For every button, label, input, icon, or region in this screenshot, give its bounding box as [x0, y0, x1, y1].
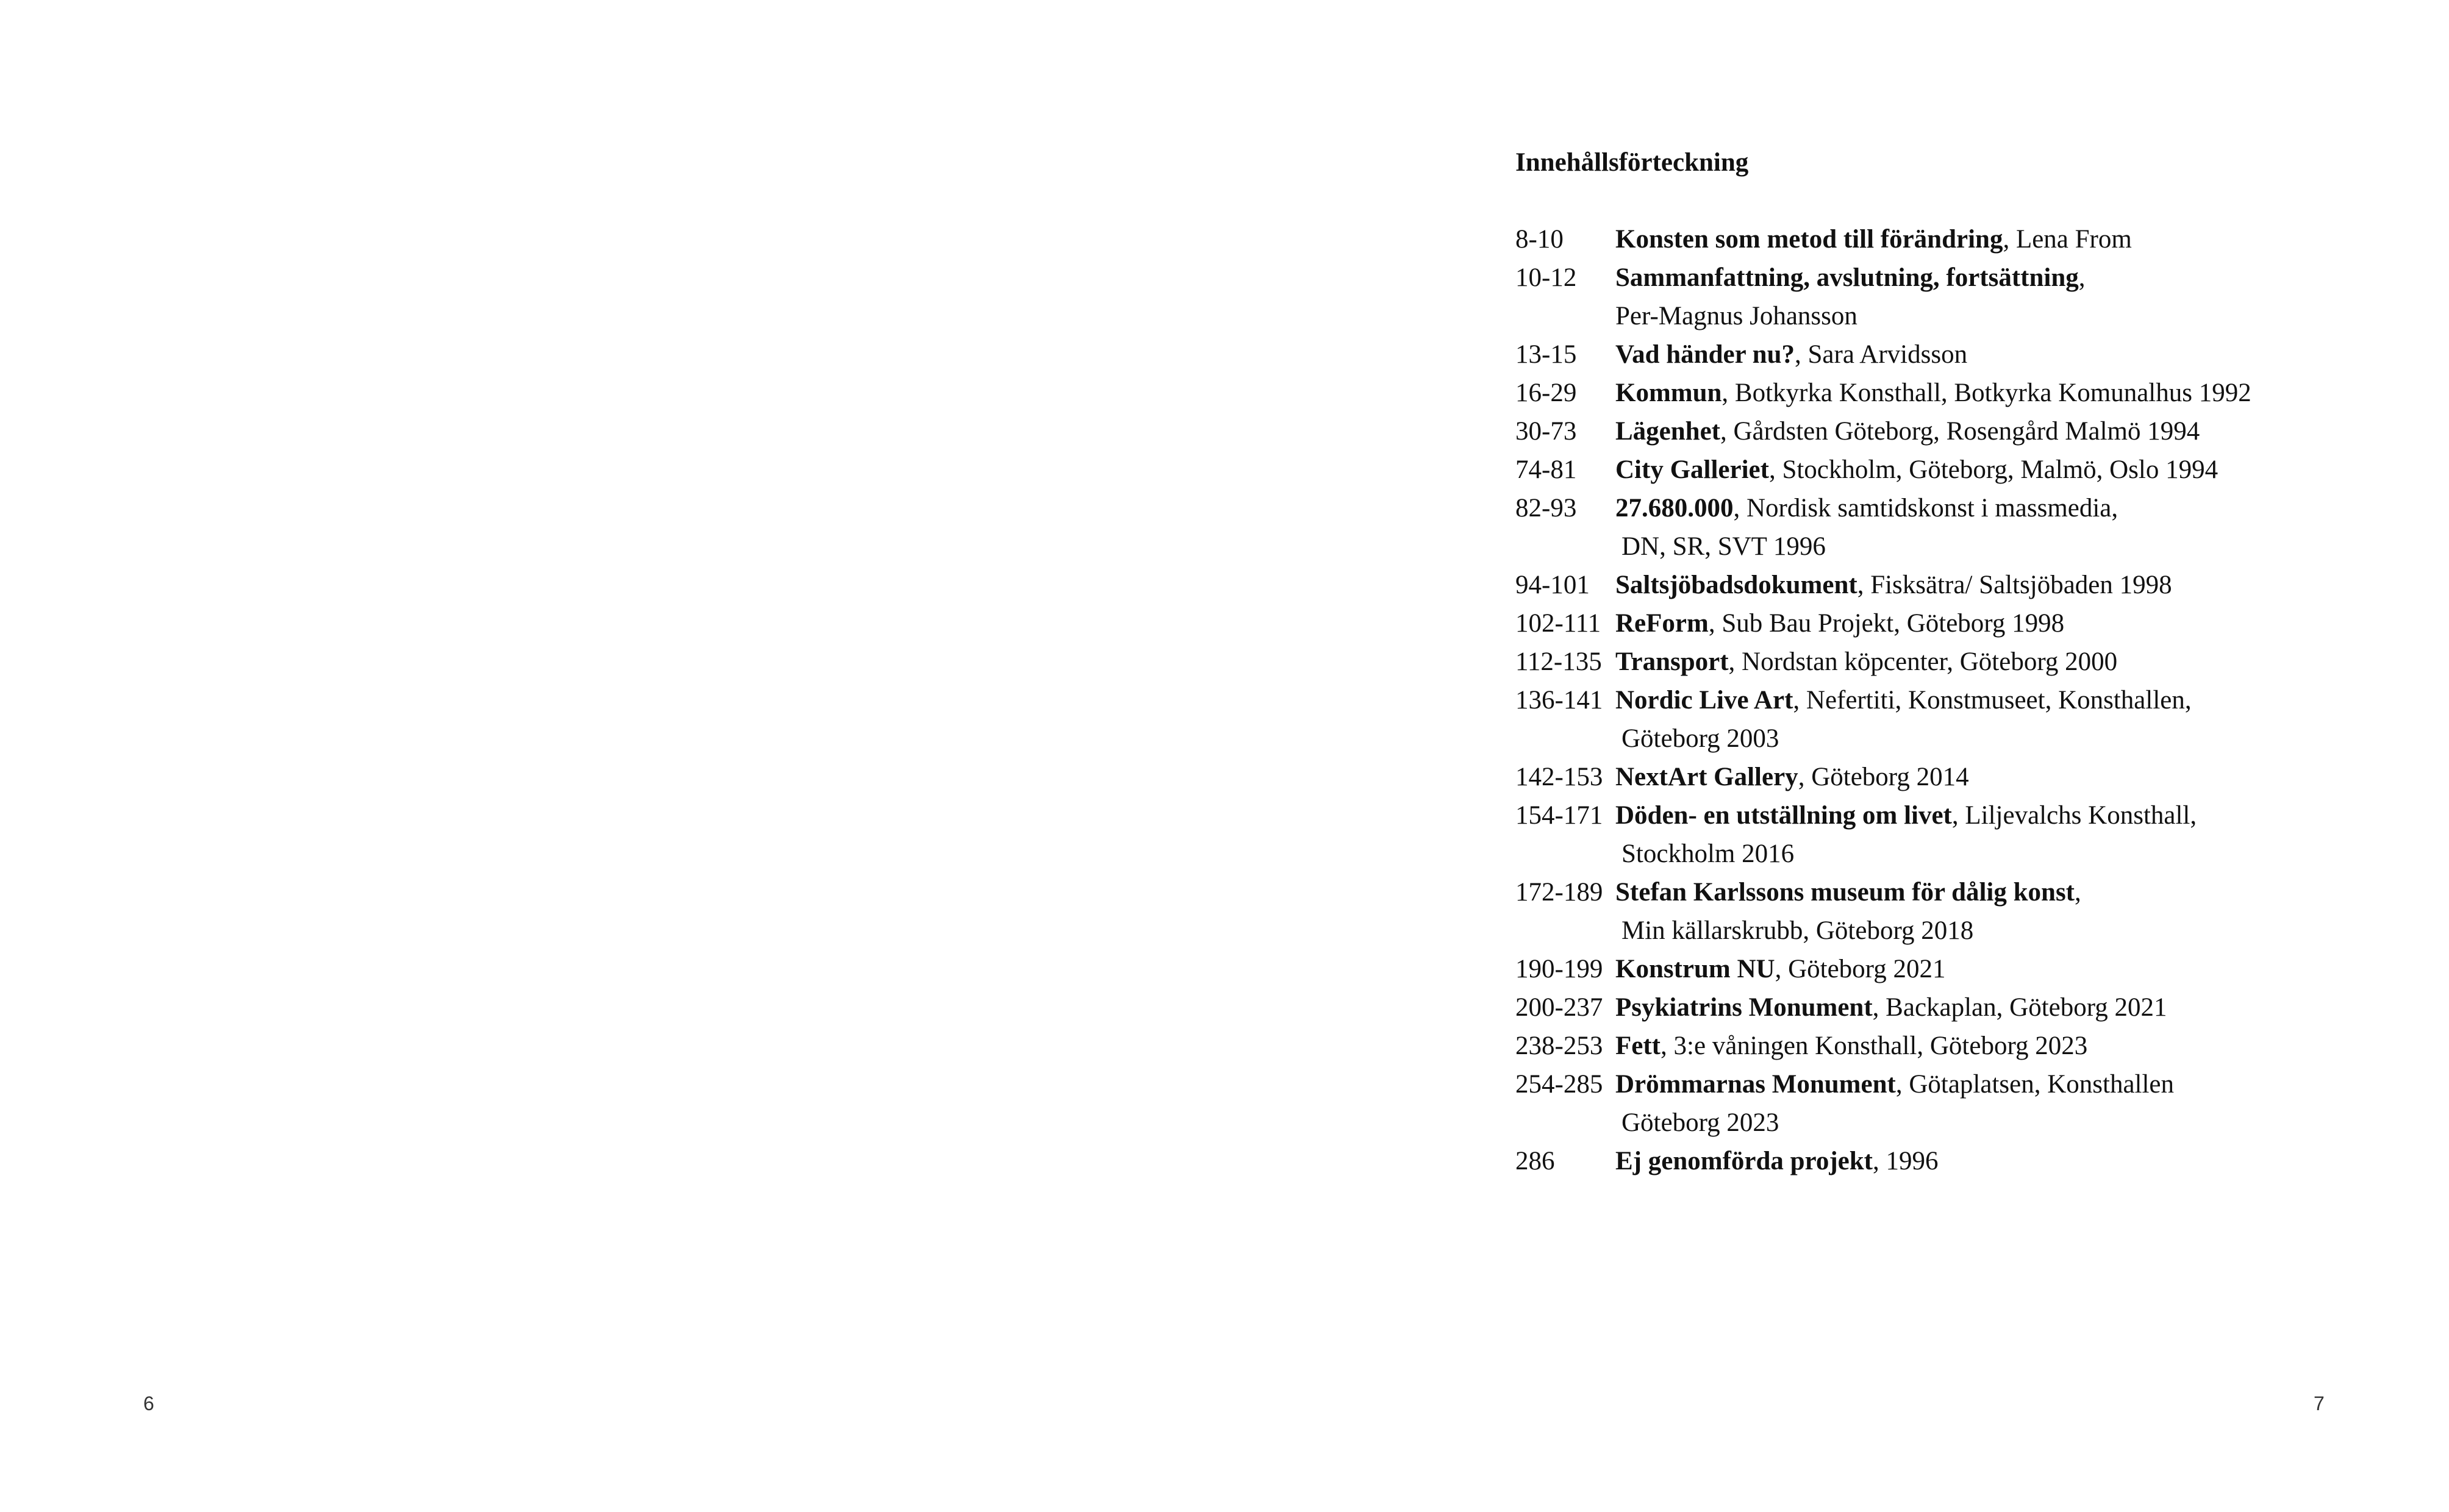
toc-entry-title: NextArt Gallery	[1615, 763, 1798, 791]
toc-entry-text	[1615, 796, 2430, 835]
toc-entry-text	[1615, 604, 2430, 643]
left-page	[0, 0, 1224, 1512]
toc-entry-details: , Backaplan, Göteborg 2021	[1872, 993, 2167, 1022]
toc-entry-details: ,	[2078, 263, 2086, 292]
toc-entry-title: Kommun	[1615, 379, 1722, 407]
toc-entry-title: Sammanfattning, avslutning, fortsättning	[1615, 263, 2079, 292]
toc-entry-text	[1615, 259, 2430, 297]
toc-entry-pages: 16-29	[1515, 379, 1577, 407]
toc-entry-title: Konsten som metod till förändring	[1615, 225, 2003, 254]
toc-entry-continuation: Per-Magnus Johansson	[1615, 302, 1857, 330]
toc-entry-pages: 136-141	[1515, 686, 1603, 715]
toc-entry-text	[1615, 335, 2430, 374]
toc-entry-text	[1615, 1065, 2430, 1104]
toc-entry-details: , Götaplatsen, Konsthallen	[1895, 1070, 2175, 1099]
toc-entry-pages: 190-199	[1515, 955, 1603, 983]
toc-entry	[1515, 451, 2430, 489]
toc-entry-pages: 8-10	[1515, 225, 1564, 254]
toc-entry-details: , 1996	[1873, 1147, 1939, 1175]
toc-entry-title: City Galleriet	[1615, 455, 1769, 484]
toc-entry-continuation: Göteborg 2023	[1621, 1108, 1779, 1137]
toc-entry-text	[1615, 451, 2430, 489]
toc-entry-text	[1615, 643, 2430, 681]
toc-entry-details: , Göteborg 2014	[1798, 763, 1969, 791]
toc-entry	[1515, 412, 2430, 451]
toc-entry-title: Fett	[1615, 1032, 1661, 1060]
toc-list	[1515, 220, 2430, 1180]
toc-entry-text	[1615, 950, 2430, 988]
toc-entry-title: Psykiatrins Monument	[1615, 993, 1873, 1022]
toc-entry-details: , Nordisk samtidskonst i massmedia,	[1733, 494, 2118, 522]
right-page	[1224, 0, 2449, 1512]
toc-entry-pages: 82-93	[1515, 494, 1577, 522]
toc-entry-text	[1615, 758, 2430, 796]
toc-entry-text	[1615, 873, 2430, 911]
toc-entry	[1515, 374, 2430, 412]
toc-entry-details: , Sara Arvidsson	[1795, 340, 1968, 369]
toc-entry	[1515, 643, 2430, 681]
toc-entry-title: Konstrum NU	[1615, 955, 1775, 983]
toc-entry	[1515, 604, 2430, 643]
toc-entry-title: Ej genomförda projekt	[1615, 1147, 1873, 1175]
toc-entry-details: , Liljevalchs Konsthall,	[1951, 801, 2197, 830]
toc-entry-text	[1615, 220, 2430, 259]
toc-entry-title: Saltsjöbadsdokument	[1615, 571, 1857, 599]
toc-entry	[1515, 489, 2430, 527]
toc-entry	[1515, 1142, 2430, 1180]
toc-entry	[1515, 796, 2430, 835]
toc-entry-title: ReForm	[1615, 609, 1709, 638]
toc-entry-pages: 286	[1515, 1147, 1555, 1175]
toc-entry	[1515, 259, 2430, 297]
toc-entry-pages: 74-81	[1515, 455, 1577, 484]
toc-entry	[1515, 988, 2430, 1027]
toc-entry-text	[1615, 566, 2430, 604]
page-number-left: 6	[143, 1393, 154, 1414]
toc-entry-pages: 102-111	[1515, 609, 1601, 638]
toc-entry-title: Nordic Live Art	[1615, 686, 1793, 715]
toc-entry-title: Stefan Karlssons museum för dålig konst	[1615, 878, 2075, 907]
toc-entry-pages: 112-135	[1515, 647, 1602, 676]
toc-entry-text	[1615, 1027, 2430, 1065]
toc-entry-title: 27.680.000	[1615, 494, 1734, 522]
toc-entry-text	[1615, 681, 2430, 719]
toc-entry	[1515, 950, 2430, 988]
toc-entry-details: , Göteborg 2021	[1775, 955, 1946, 983]
toc-entry-details: , 3:e våningen Konsthall, Göteborg 2023	[1661, 1032, 2088, 1060]
toc-entry-pages: 254-285	[1515, 1070, 1603, 1099]
toc-entry-pages: 238-253	[1515, 1032, 1603, 1060]
toc-entry-pages: 200-237	[1515, 993, 1603, 1022]
toc-entry-continuation: Min källarskrubb, Göteborg 2018	[1621, 916, 1974, 945]
toc-entry-pages: 94-101	[1515, 571, 1590, 599]
toc-entry	[1515, 220, 2430, 259]
table-of-contents	[1515, 143, 2430, 1180]
toc-entry	[1515, 758, 2430, 796]
toc-entry-text	[1615, 489, 2430, 527]
toc-entry	[1515, 566, 2430, 604]
toc-entry-pages: 142-153	[1515, 763, 1603, 791]
toc-entry	[1515, 335, 2430, 374]
toc-entry-details: , Sub Bau Projekt, Göteborg 1998	[1708, 609, 2065, 638]
toc-entry-continuation: Stockholm 2016	[1621, 840, 1795, 868]
toc-entry-title: Lägenhet	[1615, 417, 1720, 446]
toc-entry-details: ,	[2075, 878, 2081, 907]
toc-entry-pages: 172-189	[1515, 878, 1603, 907]
toc-entry-text	[1615, 1142, 2430, 1180]
page-number-right: 7	[2314, 1393, 2325, 1414]
toc-entry-text	[1615, 988, 2430, 1027]
toc-entry-details: , Stockholm, Göteborg, Malmö, Oslo 1994	[1768, 455, 2218, 484]
toc-entry	[1515, 873, 2430, 911]
toc-entry-title: Transport	[1615, 647, 1729, 676]
toc-entry	[1515, 1027, 2430, 1065]
toc-entry-details: , Nefertiti, Konstmuseet, Konsthallen,	[1793, 686, 2192, 715]
toc-entry-details: , Botkyrka Konsthall, Botkyrka Komunalhus 1992	[1721, 379, 2251, 407]
toc-entry-continuation: DN, SR, SVT 1996	[1621, 532, 1826, 561]
toc-entry	[1515, 681, 2430, 719]
toc-entry-details: , Gårdsten Göteborg, Rosengård Malmö 1994	[1720, 417, 2200, 446]
toc-entry-details: , Lena From	[2003, 225, 2132, 254]
toc-entry-pages: 154-171	[1515, 801, 1603, 830]
toc-entry-continuation: Göteborg 2003	[1621, 724, 1779, 753]
toc-entry-pages: 10-12	[1515, 263, 1577, 292]
toc-entry-text	[1615, 374, 2430, 412]
toc-entry	[1515, 1065, 2430, 1104]
toc-entry-title: Döden- en utställning om livet	[1615, 801, 1952, 830]
toc-entry-text	[1615, 412, 2430, 451]
toc-heading: Innehållsförteckning	[1515, 148, 1749, 177]
toc-entry-pages: 13-15	[1515, 340, 1577, 369]
toc-entry-details: , Fisksätra/ Saltsjöbaden 1998	[1857, 571, 2172, 599]
toc-entry-title: Drömmarnas Monument	[1615, 1070, 1896, 1099]
toc-entry-pages: 30-73	[1515, 417, 1577, 446]
toc-entry-details: , Nordstan köpcenter, Göteborg 2000	[1728, 647, 2118, 676]
toc-entry-title: Vad händer nu?	[1615, 340, 1795, 369]
